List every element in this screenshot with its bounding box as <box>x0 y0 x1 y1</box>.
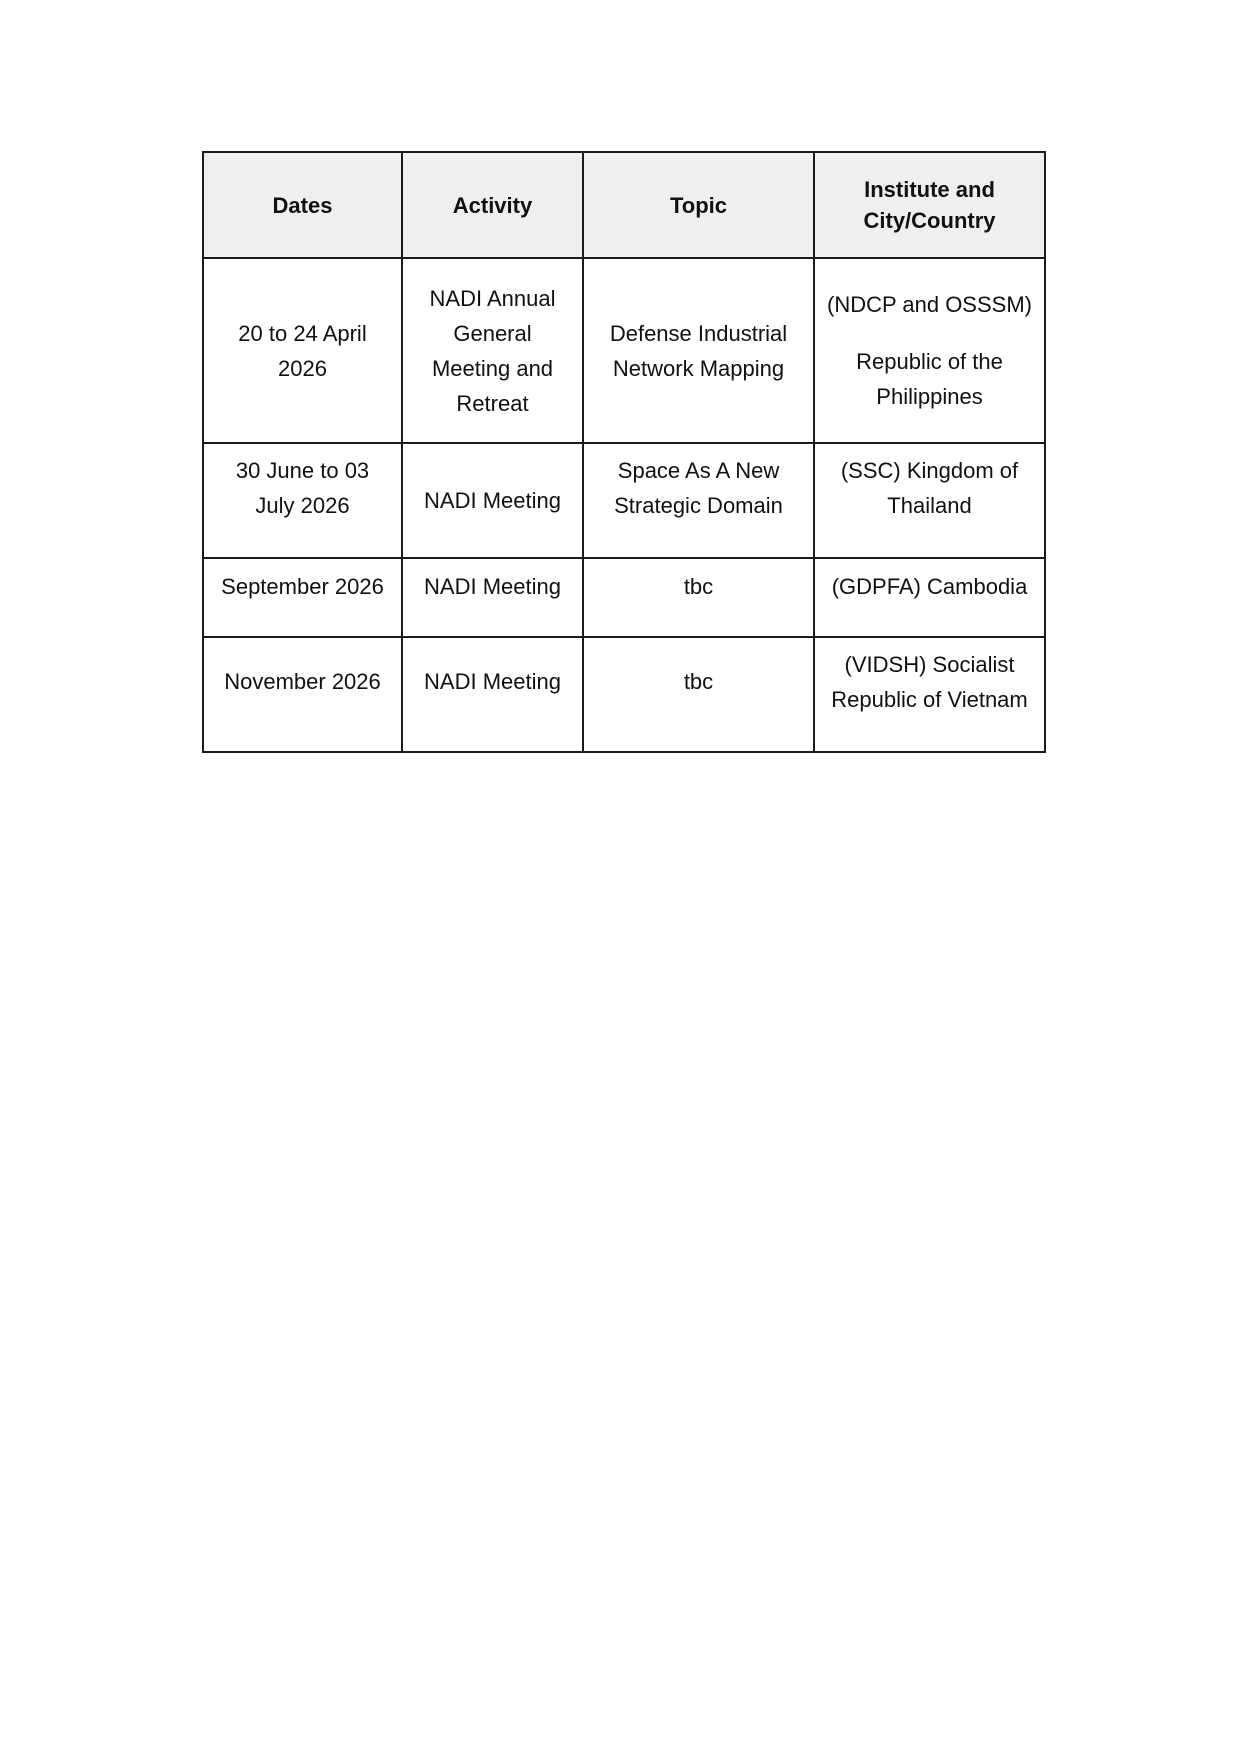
cell-line: General <box>453 320 532 346</box>
header-activity <box>402 152 583 258</box>
cell-line: 20 to 24 April <box>238 320 367 346</box>
table-row <box>203 443 1045 558</box>
cell-line: 2026 <box>278 355 327 381</box>
cell-activity <box>402 558 583 637</box>
cell-line: (GDPFA) Cambodia <box>831 574 1028 599</box>
header-institute <box>814 152 1045 258</box>
cell-topic <box>583 637 814 752</box>
schedule-table <box>202 151 1046 753</box>
cell-activity <box>402 258 583 443</box>
header-row <box>203 152 1045 258</box>
cell-activity <box>402 443 583 558</box>
header-dates <box>203 152 402 258</box>
cell-line: NADI Meeting <box>424 488 561 513</box>
cell-institute <box>814 258 1045 443</box>
cell-institute <box>814 443 1045 558</box>
header-institute-line: City/Country <box>863 208 996 233</box>
cell-line: Republic of the <box>856 349 1003 374</box>
cell-line: Thailand <box>887 493 972 518</box>
cell-line: NADI Meeting <box>424 574 561 599</box>
institute-paragraph <box>825 287 1034 322</box>
table-row <box>203 258 1045 443</box>
cell-line: Network Mapping <box>612 355 785 381</box>
cell-line: Retreat <box>456 390 529 416</box>
cell-activity <box>402 637 583 752</box>
cell-line: NADI Annual <box>429 285 556 311</box>
table-row <box>203 637 1045 752</box>
cell-topic <box>583 558 814 637</box>
header-dates-label: Dates <box>272 192 333 218</box>
cell-line: (NDCP and OSSSM) <box>827 292 1032 317</box>
cell-dates <box>203 258 402 443</box>
cell-topic <box>583 258 814 443</box>
cell-institute <box>814 637 1045 752</box>
cell-line: tbc <box>683 574 714 599</box>
cell-line: 30 June to 03 <box>235 458 370 483</box>
table-row <box>203 558 1045 637</box>
header-topic-label: Topic <box>669 192 728 218</box>
cell-line: (SSC) Kingdom of <box>840 458 1019 483</box>
header-institute-line: Institute and <box>864 177 995 202</box>
cell-dates <box>203 637 402 752</box>
cell-line: Philippines <box>876 384 983 409</box>
cell-line: (VIDSH) Socialist <box>844 652 1015 677</box>
cell-topic <box>583 443 814 558</box>
cell-line: November 2026 <box>224 669 381 694</box>
institute-paragraph <box>825 344 1034 414</box>
cell-line: Defense Industrial <box>609 320 788 346</box>
cell-line: Strategic Domain <box>614 493 783 518</box>
cell-line: Space As A New <box>617 458 780 483</box>
cell-line: September 2026 <box>221 574 384 599</box>
cell-line: July 2026 <box>255 493 350 518</box>
cell-institute <box>814 558 1045 637</box>
header-topic <box>583 152 814 258</box>
cell-line: Meeting and <box>431 355 554 381</box>
cell-line: Republic of Vietnam <box>831 687 1028 712</box>
cell-line: tbc <box>683 669 714 694</box>
cell-dates <box>203 443 402 558</box>
cell-line: NADI Meeting <box>424 669 561 694</box>
header-activity-label: Activity <box>452 192 533 218</box>
cell-dates <box>203 558 402 637</box>
